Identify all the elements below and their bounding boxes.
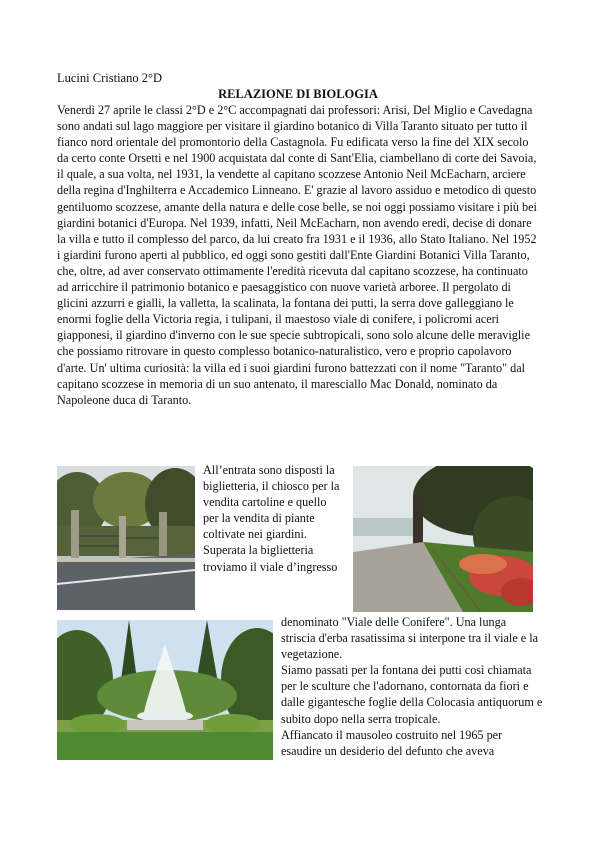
entrance-gate-photo: [57, 466, 195, 610]
body-paragraph: Venerdì 27 aprile le classi 2°D e 2°C accompagnati dai professori: Arisi, Del Miglio e Cavedagna sono andati sul lago maggiore per visitare il giardino botanico di Villa Taranto situato per tutto il fianco nord orientale del promontorio della Castagnola. Fu edificata verso la fine del XIX secolo da certo conte Orsetti e nel 1900 acquistata dal conte di Sant'Elia, ciambellano di corte dei Savoia, il quale, a sua volta, nel 1931, la vendette al capitano scozzese Antonio Neil McEacharn, arciere della regina d'Inghilterra e Accademico Linneano. E' grazie al lavoro assiduo e metodico di questo gentiluomo scozzese, amante della natura e delle cose belle, se noi oggi possiamo visitare i più bei giardini botanici d'Europa. Nel 1939, infatti, Neil McEacharn, non avendo eredi, decise di donare la villa e tutto il complesso del parco, da lui creato fra 1931 e il 1936, allo Stato Italiano. Nel 1952 i giardini furono aperti al pubblico, ed oggi sono gestiti dall'Ente Giardini Botanici Villa Taranto, che, oltre, ad aver conservato ottimamente l'eredità ricevuta dal capitano scozzese, ha continuato ad arricchire il patrimonio botanico e paesaggistico con nuove varietà arboree. Il pergolato di glicini azzurri e gialli, la valletta, la scalinata, la fontana dei putti, la serra dove galleggiano le enormi foglie della Victoria regia, i tulipani, il maestoso viale di conifere, i policromi aceri giapponesi, il giardino d'inverno con le sue specie subtropicali, sono solo alcune delle meraviglie che possiamo ritrovare in questo complesso botanico-naturalistico, vero e proprio capolavoro d'arte. Un' ultima curiosità: la villa ed i suoi giardini furono battezzati con il nome "Taranto" dal capitano scozzese in memoria di un suo antenato, il maresciallo Mac Donald, nominato da Napoleone duca di Taranto.: [57, 103, 537, 407]
fountain-photo: [57, 620, 273, 760]
document-title: RELAZIONE DI BIOLOGIA: [218, 87, 378, 101]
author-line: Lucini Cristiano 2°D: [57, 71, 162, 85]
entrance-text-2: Superata la biglietteria troviamo il viale d’ingresso: [203, 543, 338, 574]
fountain-description: [281, 614, 543, 759]
entrance-text-1: All’entrata sono disposti la biglietteria, il chiosco per la vendita cartoline e quello per la vendita di piante coltivate nei giardini.: [203, 463, 340, 542]
fountain-text: Siamo passati per la fontana dei putti così chiamata per le sculture che l'adornano, contornata da fiori e dalle gigantesche foglie della Colocasia antiquorum e subito dopo nella serra tropicale.: [281, 663, 543, 726]
conifer-text: denominato "Viale delle Conifere". Una lunga striscia d'erba rasatissima si interpone tra il viale e la vegetazione.: [281, 615, 539, 662]
entrance-description: [203, 462, 343, 575]
mausoleum-text: Affiancato il mausoleo costruito nel 1965 per esaudire un desiderio del defunto che aveva: [281, 727, 503, 758]
conifer-avenue-photo: [353, 466, 533, 612]
